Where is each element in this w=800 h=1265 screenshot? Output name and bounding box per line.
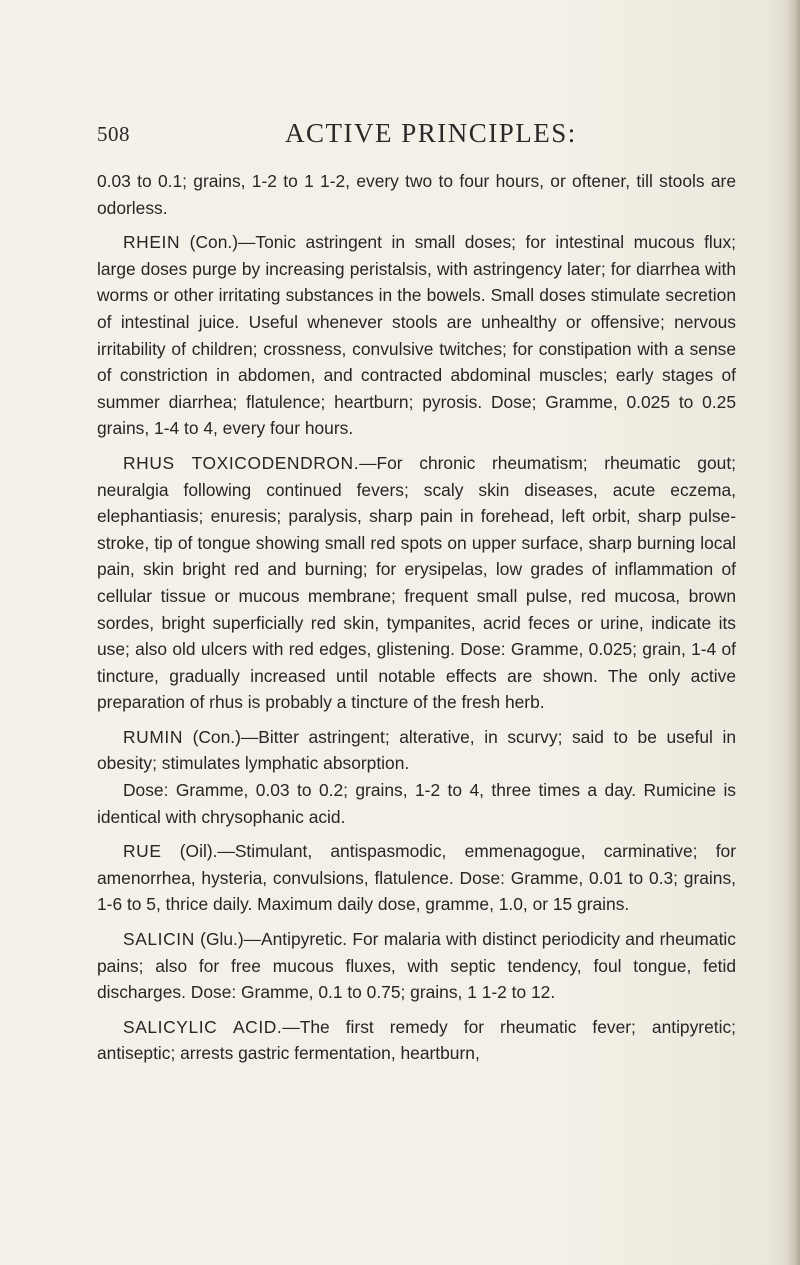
entry-heading: RUE	[123, 841, 162, 862]
running-head	[97, 118, 737, 152]
entry-rhein	[97, 229, 736, 442]
entry-text: —The first remedy for rheumatic fever; antipyretic; antiseptic; arrests gastric fermentation, heartburn,	[97, 1016, 736, 1064]
running-title: ACTIVE PRINCIPLES:	[285, 118, 577, 148]
entry-rumin	[97, 724, 736, 777]
entry-rue	[97, 838, 736, 918]
entry-rumin-dose	[97, 777, 736, 830]
page-number: 508	[97, 122, 130, 146]
entry-rhus-toxicodendron	[97, 450, 736, 716]
entry-text: —For chronic rheumatism; rheumatic gout; neuralgia following continued fevers; scaly skin diseases, acute eczema, elephantiasis; enuresis; paralysis, sharp pain in forehead, left orbit, sharp pulse-stroke, tip of tongue showing small red spots on upper surface, sharp burning local pain, skin bright red and burning; for erysipelas, low grades of inflammation of cellular tissue or mucous membrane; frequent small pulse, red mucosa, brown sordes, bright superficially red skin, tympanites, acrid feces or urine, indicate its use; also old ulcers with red edges, glistening. Dose: Gramme, 0.025; grain, 1-4 of tincture, gradually increased until notable effects are shown. The only active preparation of rhus is probably a tincture of the fresh herb.	[97, 452, 736, 713]
paragraph-continuation	[97, 168, 736, 221]
entry-text: (Oil).—Stimulant, antispasmodic, emmenagogue, carminative; for amenorrhea, hysteria, convulsions, flatulence. Dose: Gramme, 0.01 to 0.3; grains, 1-6 to 5, thrice daily. Maximum daily dose, gramme, 1.0, or 15 grains.	[97, 841, 736, 915]
entry-text: (Con.)—Tonic astringent in small doses; for intestinal mucous flux; large doses purge by increasing peristalsis, with astringency later; for diarrhea with worms or other irritating substances in the bowels. Small doses stimulate secretion of intestinal juice. Useful whenever stools are unhealthy or offensive; nervous irritability of children; crossness, convulsive twitches; for constipation with a sense of constriction in abdomen, and contracted abdominal muscles; early stages of summer diarrhea; flatulence; heartburn; pyrosis. Dose; Gramme, 0.025 to 0.25 grains, 1-4 to 4, every four hours.	[97, 232, 736, 439]
entry-text: (Glu.)—Antipyretic. For malaria with distinct periodicity and rheumatic pains; also for free mucous fluxes, with septic tendency, foul tongue, fetid discharges. Dose: Gramme, 0.1 to 0.75; grains, 1 1-2 to 12.	[97, 929, 736, 1003]
entry-heading: RHEIN	[123, 232, 181, 253]
entry-text: Dose: Gramme, 0.03 to 0.2; grains, 1-2 to 4, three times a day. Rumicine is identical with chrysophanic acid.	[97, 780, 736, 827]
entry-salicin	[97, 926, 736, 1006]
entry-heading: RHUS TOXICODENDRON.	[123, 452, 360, 473]
page-edge-shadow	[786, 0, 800, 1265]
entry-heading: SALICYLIC ACID.	[123, 1016, 283, 1037]
entry-text: (Con.)—Bitter astringent; alterative, in scurvy; said to be useful in obesity; stimulates lymphatic absorption.	[97, 726, 736, 774]
paragraph-text: 0.03 to 0.1; grains, 1-2 to 1 1-2, every two to four hours, or oftener, till stools are odorless.	[97, 171, 736, 218]
entry-heading: RUMIN	[123, 726, 183, 747]
entry-heading: SALICIN	[123, 929, 195, 950]
entry-salicylic-acid	[97, 1014, 736, 1067]
body-text	[97, 168, 736, 1075]
